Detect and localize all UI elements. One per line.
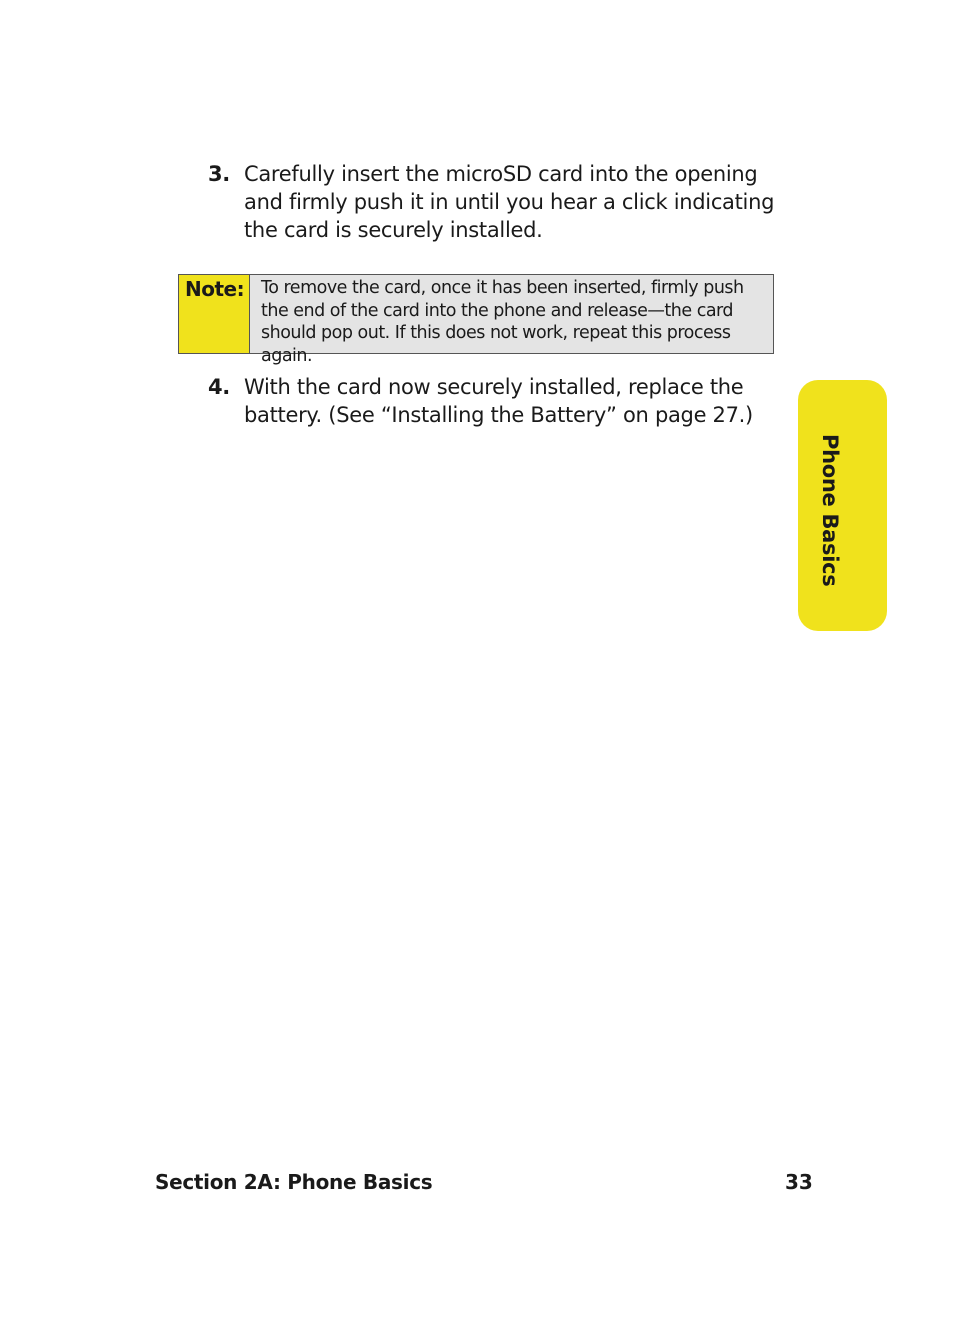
- step-text: Carefully insert the microSD card into the opening and firmly push it in until you hear a click indicating the card is securely installed.: [244, 162, 775, 242]
- footer-section-title: Section 2A: Phone Basics: [155, 1170, 433, 1194]
- step-number: 3.: [208, 162, 230, 186]
- note-box: [178, 274, 774, 366]
- step-number: 4.: [208, 375, 230, 399]
- section-side-tab: [798, 380, 887, 631]
- side-tab-label: Phone Basics: [818, 434, 842, 587]
- note-label: Note:: [179, 275, 250, 353]
- footer-page-number: 33: [785, 1170, 813, 1194]
- note-text: To remove the card, once it has been inserted, firmly push the end of the card into the phone and release—the card should pop out. If this does not work, repeat this process again.: [261, 278, 744, 366]
- step-text: With the card now securely installed, replace the battery. (See “Installing the Battery” on page 27.): [244, 375, 753, 427]
